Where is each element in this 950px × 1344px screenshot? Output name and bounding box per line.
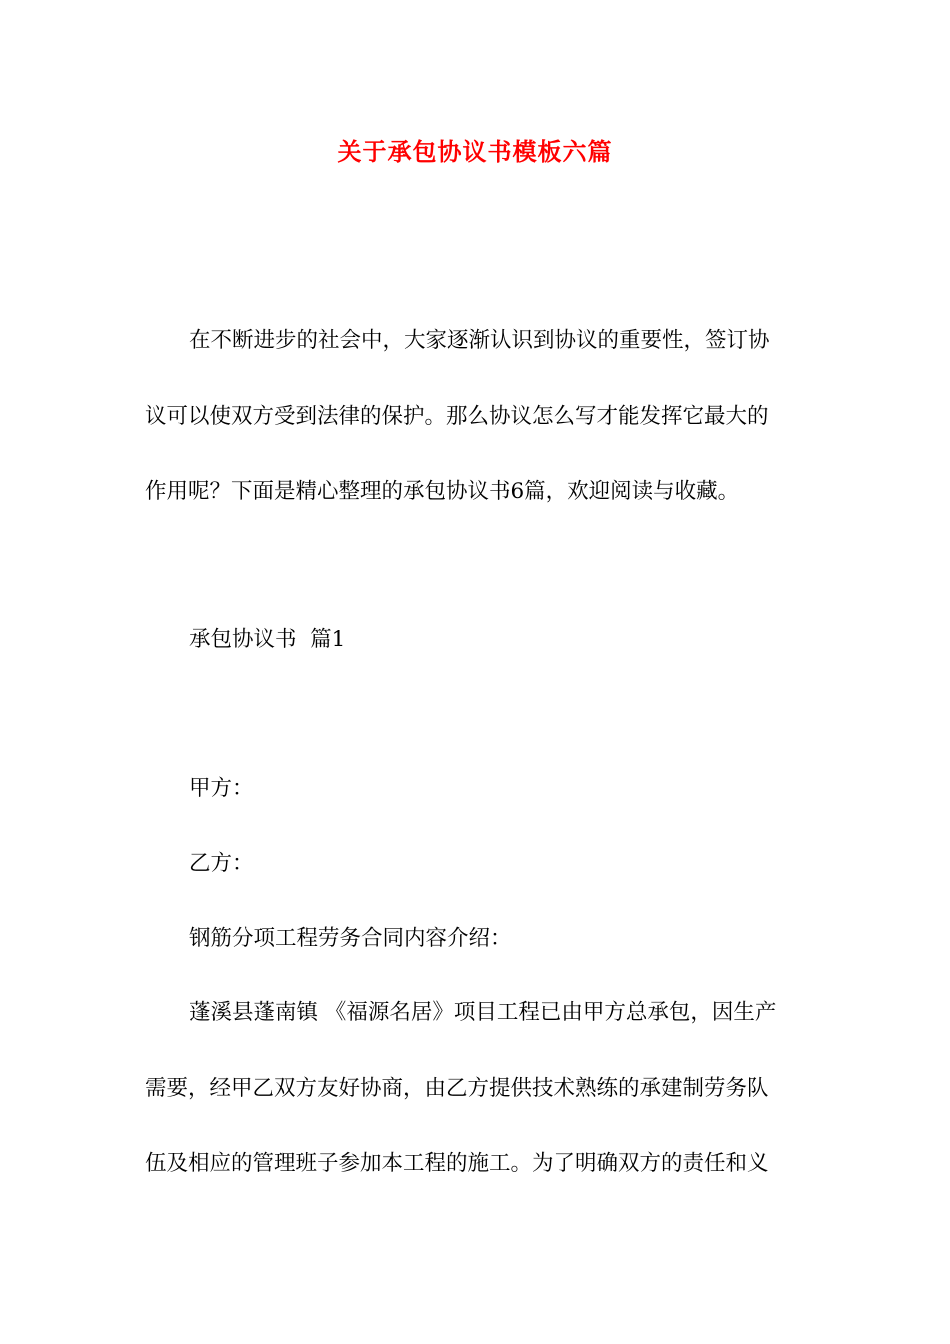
contract-intro: 钢筋分项工程劳务合同内容介绍： xyxy=(189,926,512,951)
body-line-2: 需要，经甲乙双方友好协商，由乙方提供技术熟练的承建制劳务队 xyxy=(145,1076,769,1101)
party-a-label: 甲方： xyxy=(189,776,254,801)
body-line-3: 伍及相应的管理班子参加本工程的施工。为了明确双方的责任和义 xyxy=(145,1151,769,1176)
document-title: 关于承包协议书模板六篇 xyxy=(337,137,613,166)
intro-line-1: 在不断进步的社会中，大家逐渐认识到协议的重要性，签订协 xyxy=(189,328,770,353)
intro-line-3: 作用呢？下面是精心整理的承包协议书6篇，欢迎阅读与收藏。 xyxy=(145,479,740,504)
intro-line-2: 议可以使双方受到法律的保护。那么协议怎么写才能发挥它最大的 xyxy=(145,404,769,429)
party-b-label: 乙方： xyxy=(189,851,254,876)
section-heading: 承包协议书 篇1 xyxy=(189,627,346,652)
body-line-1: 蓬溪县蓬南镇 《福源名居》项目工程已由甲方总承包，因生产 xyxy=(189,1000,777,1025)
